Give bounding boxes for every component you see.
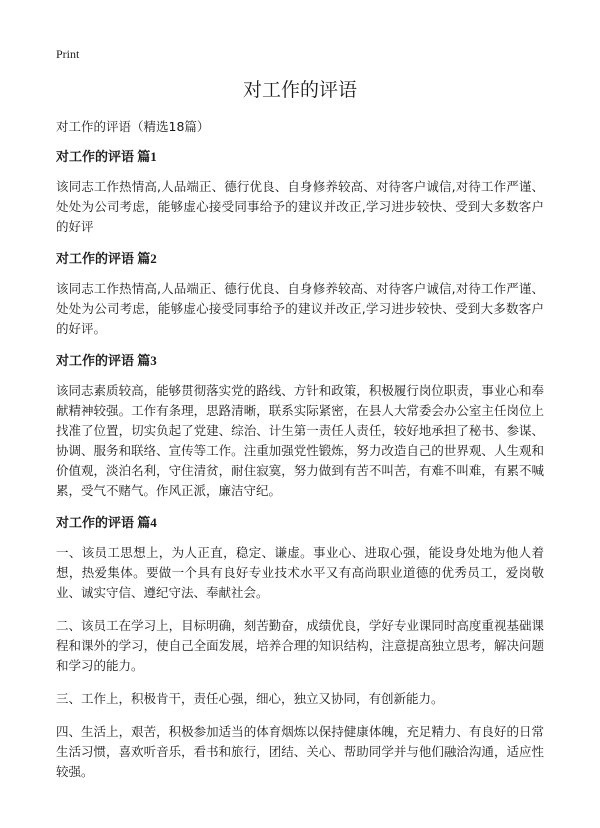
- print-link[interactable]: Print: [56, 47, 80, 61]
- section-heading: 对工作的评语 篇2: [56, 251, 157, 266]
- section-paragraph: 二、该员工在学习上，目标明确，刻苦勤奋，成绩优良，学好专业课同时高度重视基础课程和课外的学习，使自己全面发展，培养合理的知识结构，注意提高独立思考，解决问题和学习的能力。: [56, 618, 544, 673]
- document-page: [56, 76, 544, 795]
- section-2: [56, 250, 544, 339]
- section-heading: 对工作的评语 篇1: [56, 149, 157, 164]
- section-1: [56, 148, 544, 237]
- document-title: 对工作的评语: [242, 79, 357, 101]
- section-paragraph: 该同志工作热情高,人品端正、德行优良、自身修养较高、对待客户诚信,对待工作严谨、处处为公司考虑，能够虚心接受同事给予的建议并改正,学习进步较快、受到大多数客户的好评。: [56, 281, 544, 336]
- section-paragraph: 四、生活上，艰苦，积极参加适当的体育烟炼以保持健康体魄，充足精力、有良好的日常生活习惯，喜欢听音乐，看书和旅行，团结、关心、帮助同学并与他们融洽沟通，适应性较强。: [56, 724, 544, 779]
- section-3: [56, 352, 544, 501]
- section-4: [56, 514, 544, 782]
- section-heading: 对工作的评语 篇3: [56, 353, 157, 368]
- document-subtitle: 对工作的评语（精选18篇）: [56, 119, 210, 134]
- section-paragraph: 三、工作上，积极肯干，责任心强，细心，独立又协同，有创新能力。: [56, 691, 444, 706]
- section-paragraph: 该同志素质较高，能够贯彻落实党的路线、方针和政策，积极履行岗位职责，事业心和奉献精神较强。工作有条理，思路清晰，联系实际紧密，在县人大常委会办公室主任岗位上找准了位置，切实负起了党建、综治、计生第一责任人责任，较好地承担了秘书、参谋、协调、服务和联络、宣传等工作。注重加强党性锻炼，努力改造自己的世界观、人生观和价值观，淡泊名利，守住清贫，耐住寂寞，努力做到有苦不叫苦，有难不叫难，有累不喊累，受气不赌气。作风正派，廉洁守纪。: [56, 383, 544, 498]
- section-heading: 对工作的评语 篇4: [56, 515, 157, 530]
- section-paragraph: 一、该员工思想上，为人正直，稳定、谦虚。事业心、进取心强，能设身处地为他人着想，热爱集体。要做一个具有良好专业技术水平又有高尚职业道德的优秀员工，爱岗敬业、诚实守信、遵纪守法、奉献社会。: [56, 545, 544, 600]
- section-paragraph: 该同志工作热情高,人品端正、德行优良、自身修养较高、对待客户诚信,对待工作严谨、处处为公司考虑，能够虚心接受同事给予的建议并改正,学习进步较快、受到大多数客户的好评: [56, 179, 544, 234]
